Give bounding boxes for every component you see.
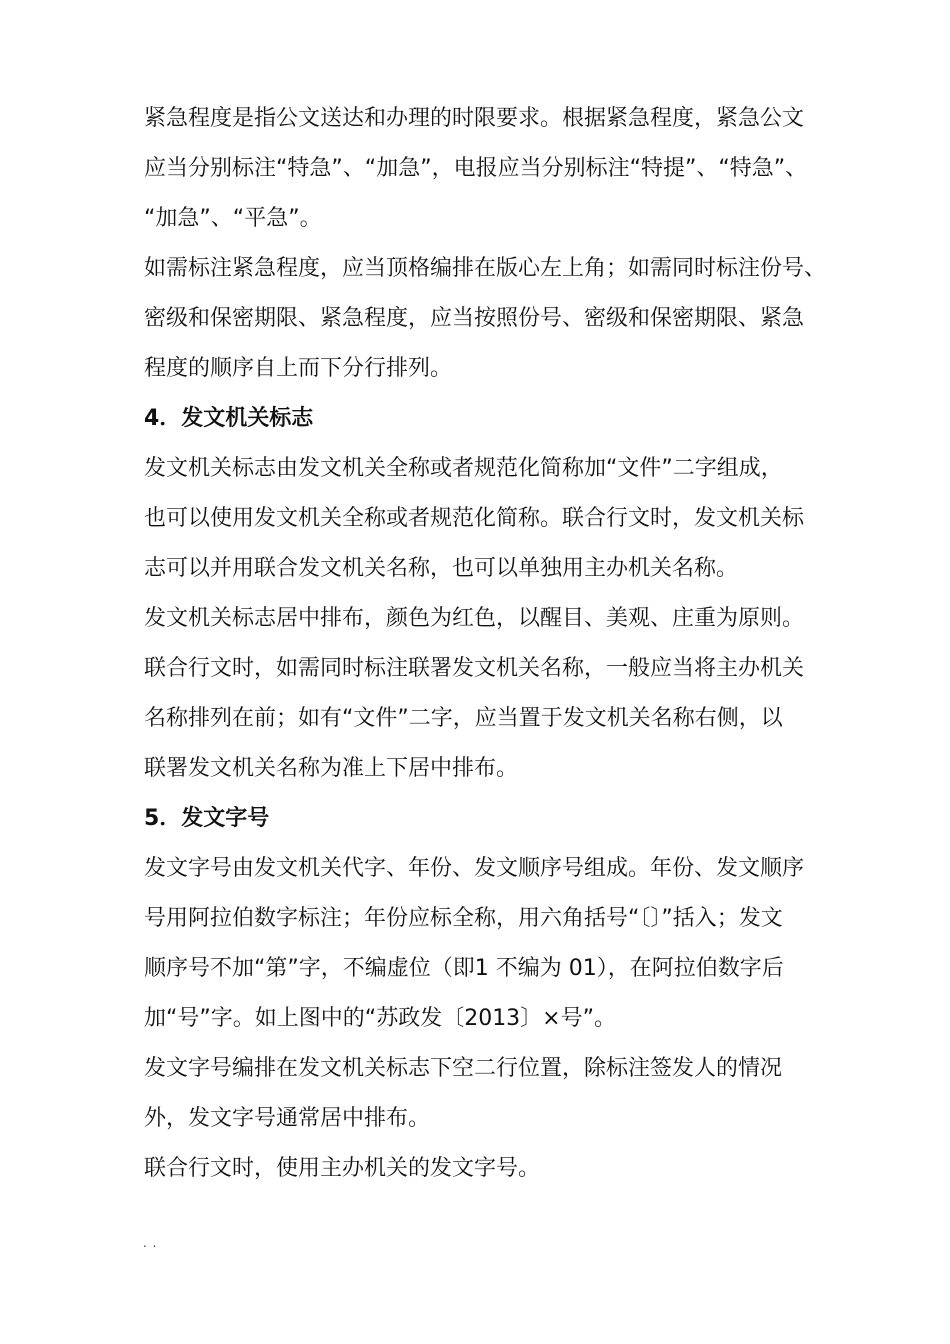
- paragraph-line: 密级和保密期限、紧急程度，应当按照份号、密级和保密期限、紧急: [144, 306, 805, 331]
- paragraph-line: 志可以并用联合发文机关名称，也可以单独用主办机关名称。: [144, 556, 739, 581]
- paragraph-line: 联署发文机关名称为准上下居中排布。: [144, 756, 519, 781]
- paragraph-line: 应当分别标注“特急”、“加急”，电报应当分别标注“特提”、“特急”、: [144, 156, 808, 181]
- paragraph-line: 加“号”字。如上图中的“苏政发〔2013〕×号”。: [144, 1006, 617, 1031]
- paragraph-line: 紧急程度是指公文送达和办理的时限要求。根据紧急程度，紧急公文: [144, 106, 805, 131]
- paragraph-line: 顺序号不加“第”字，不编虚位（即1 不编为 01），在阿拉伯数字后: [144, 956, 784, 981]
- document-body: [144, 96, 834, 1196]
- paragraph-line: 外，发文字号通常居中排布。: [144, 1106, 431, 1131]
- paragraph-line: 发文字号由发文机关代字、年份、发文顺序号组成。年份、发文顺序: [144, 856, 805, 881]
- section-heading-5: 5．发文字号: [144, 806, 270, 831]
- paragraph-line: 也可以使用发文机关全称或者规范化简称。联合行文时，发文机关标: [144, 506, 805, 531]
- paragraph-line: 如需标注紧急程度，应当顶格编排在版心左上角；如需同时标注份号、: [144, 256, 827, 281]
- paragraph-line: 程度的顺序自上而下分行排列。: [144, 356, 453, 381]
- paragraph-line: 发文机关标志由发文机关全称或者规范化简称加“文件”二字组成，: [144, 456, 783, 481]
- paragraph-line: “加急”、“平急”。: [144, 206, 322, 231]
- paragraph-line: 名称排列在前；如有“文件”二字，应当置于发文机关名称右侧，以: [144, 706, 783, 731]
- paragraph-line: 号用阿拉伯数字标注；年份应标全称，用六角括号“〔〕”括入；发文: [144, 906, 783, 931]
- paragraph-line: 发文机关标志居中排布，颜色为红色，以醒目、美观、庄重为原则。: [144, 606, 805, 631]
- page-footer-mark: . .: [143, 1236, 158, 1250]
- section-heading-4: 4．发文机关标志: [144, 406, 314, 431]
- paragraph-line: 发文字号编排在发文机关标志下空二行位置，除标注签发人的情况: [144, 1056, 783, 1081]
- paragraph-line: 联合行文时，如需同时标注联署发文机关名称，一般应当将主办机关: [144, 656, 805, 681]
- paragraph-line: 联合行文时，使用主办机关的发文字号。: [144, 1156, 541, 1181]
